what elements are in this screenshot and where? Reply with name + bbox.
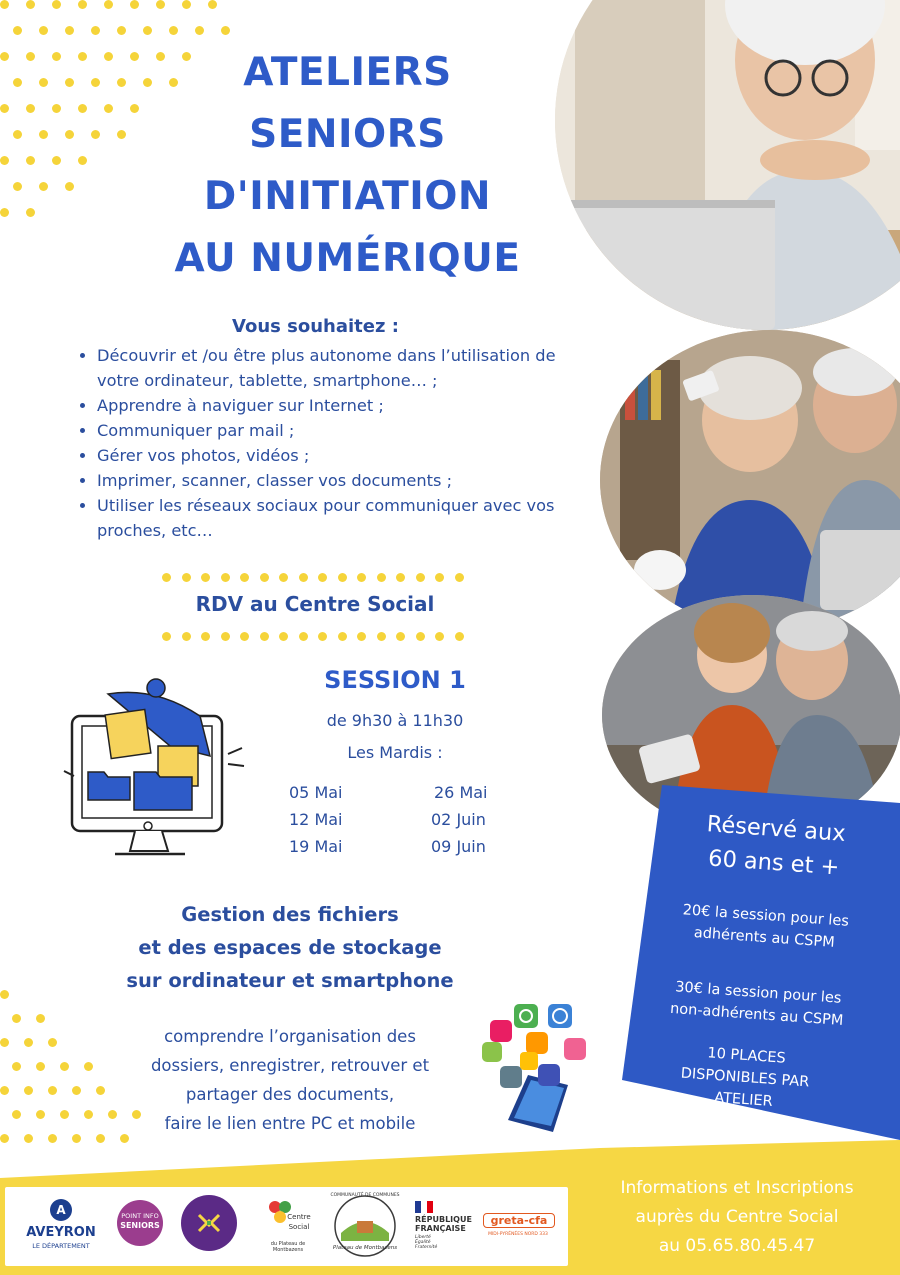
decorative-dot	[0, 52, 9, 61]
decorative-dot	[36, 1062, 45, 1071]
session-title: SESSION 1	[324, 666, 466, 694]
reserved-line-1: Réservé aux	[705, 811, 847, 847]
page-title	[120, 42, 575, 290]
aveyron-logo	[15, 1197, 105, 1257]
divider-dot	[279, 573, 288, 582]
list-item: • Découvrir et /ou être plus autonome dans l’utilisation de votre ordinateur, tablette, smartphone… ;	[97, 343, 597, 393]
decorative-dot	[0, 208, 9, 217]
aveyron-subtitle: LE DÉPARTEMENT	[32, 1242, 90, 1250]
pis-line-1: POINT INFO	[121, 1212, 159, 1220]
decorative-dot	[26, 52, 35, 61]
rf-line-2: FRANÇAISE	[415, 1224, 466, 1233]
intro-list	[72, 343, 597, 543]
description-line: comprendre l’organisation des	[164, 1027, 416, 1046]
decorative-dot	[104, 52, 113, 61]
comcom-line-1: COMMUNAUTÉ DE COMMUNES	[330, 1193, 400, 1198]
greta-subtitle: MIDI-PYRÉNÉES NORD 333	[488, 1232, 548, 1237]
decorative-dot	[24, 1038, 33, 1047]
camera-app-icon	[490, 1020, 512, 1042]
decorative-dot	[36, 1110, 45, 1119]
decorative-dot	[195, 26, 204, 35]
contact-line-2: auprès du Centre Social	[635, 1207, 839, 1227]
decorative-dot	[48, 1086, 57, 1095]
decorative-dot	[65, 182, 74, 191]
rdv-location: RDV au Centre Social	[195, 592, 435, 616]
divider-dot	[162, 632, 171, 641]
divider-dot	[240, 632, 249, 641]
photo-senior-woman-laptop	[555, 0, 900, 330]
divider-dot	[455, 632, 464, 641]
description-line: dossiers, enregistrer, retrouver et	[150, 1056, 430, 1075]
decorative-dot	[39, 130, 48, 139]
decorative-dot	[0, 104, 9, 113]
title-line-3: D'INITIATION	[203, 174, 492, 219]
places-line: ATELIER	[713, 1089, 774, 1110]
decorative-dot	[12, 1062, 21, 1071]
divider-dot	[396, 573, 405, 582]
decorative-dot	[84, 1110, 93, 1119]
decorative-dot	[91, 78, 100, 87]
centre-social-logo	[257, 1199, 319, 1259]
price-line: non-adhérents au CSPM	[669, 1000, 844, 1030]
dotted-divider-top	[162, 573, 472, 583]
divider-dot	[338, 632, 347, 641]
divider-dot	[182, 573, 191, 582]
photo-senior-couple-card	[600, 330, 900, 630]
decorative-dot	[26, 208, 35, 217]
decorative-dot	[91, 26, 100, 35]
aveyron-name: AVEYRON	[26, 1225, 96, 1240]
divider-dot	[416, 573, 425, 582]
divider-dot	[435, 632, 444, 641]
decorative-dot	[78, 0, 87, 9]
places-available	[648, 1038, 842, 1117]
session-date: 12 Mai	[289, 810, 343, 829]
decorative-dot	[48, 1038, 57, 1047]
comcom-line-2: Plateau de Montbazens	[332, 1245, 398, 1251]
decorative-dot	[13, 182, 22, 191]
decorative-dot	[0, 990, 9, 999]
divider-dot	[318, 573, 327, 582]
decorative-dot	[0, 0, 9, 9]
price-line: adhérents au CSPM	[693, 925, 836, 951]
divider-dot	[338, 573, 347, 582]
topic-line: et des espaces de stockage	[138, 936, 442, 959]
decorative-dot	[13, 78, 22, 87]
gamepad-app-icon	[564, 1038, 586, 1060]
rf-line-1: RÉPUBLIQUE	[415, 1215, 472, 1224]
session-date: 05 Mai	[289, 783, 343, 802]
decorative-dot	[65, 26, 74, 35]
cs-line-1: Centre	[287, 1213, 311, 1221]
decorative-dot	[52, 104, 61, 113]
divider-dot	[318, 632, 327, 641]
decorative-dot	[39, 182, 48, 191]
title-line-4: AU NUMÉRIQUE	[174, 236, 521, 281]
decorative-dot	[12, 1014, 21, 1023]
decorative-dot	[36, 1014, 45, 1023]
decorative-dot	[0, 1038, 9, 1047]
dotted-divider-bottom	[162, 632, 472, 642]
decorative-dot	[26, 104, 35, 113]
session-date: 09 Juin	[431, 837, 486, 856]
decorative-dot	[52, 52, 61, 61]
divider-dot	[201, 632, 210, 641]
list-item: • Communiquer par mail ;	[97, 418, 597, 443]
footer-contact-info	[582, 1174, 892, 1261]
description-line: partager des documents,	[185, 1085, 395, 1104]
reserved-line-2: 60 ans et +	[707, 845, 841, 881]
session-days-label: Les Mardis :	[347, 743, 443, 762]
description-line: faire le lien entre PC et mobile	[164, 1114, 416, 1133]
gear-app-icon	[482, 1042, 502, 1062]
decorative-dot	[60, 1110, 69, 1119]
decorative-dot	[143, 26, 152, 35]
mail-app-icon	[500, 1066, 522, 1088]
places-line: DISPONIBLES PAR	[680, 1065, 810, 1091]
decorative-dot	[96, 1086, 105, 1095]
aveyron-emblem-icon: A	[50, 1199, 72, 1221]
decorative-dot	[0, 156, 9, 165]
republique-francaise-logo	[415, 1201, 475, 1257]
divider-dot	[221, 632, 230, 641]
decorative-dot	[221, 26, 230, 35]
decorative-dot	[78, 52, 87, 61]
communaute-communes-logo	[327, 1191, 403, 1261]
globe-app-icon	[548, 1004, 572, 1028]
decorative-dot	[104, 104, 113, 113]
title-line-1: ATELIERS	[243, 50, 452, 95]
computer-files-illustration	[60, 676, 250, 866]
price-line: 20€ la session pour les	[682, 902, 850, 930]
decorative-dot	[13, 130, 22, 139]
workshop-topic	[70, 898, 510, 997]
divider-dot	[377, 573, 386, 582]
price-line: 30€ la session pour les	[674, 979, 842, 1007]
divider-dot	[279, 632, 288, 641]
divider-dot	[260, 632, 269, 641]
session-date: 19 Mai	[289, 837, 343, 856]
decorative-dot	[78, 104, 87, 113]
greta-name: greta-cfa	[483, 1213, 555, 1228]
contact-line-1: Informations et Inscriptions	[620, 1178, 854, 1198]
decorative-dot	[84, 1062, 93, 1071]
divider-dot	[357, 573, 366, 582]
divider-dot	[299, 632, 308, 641]
decorative-dot	[60, 1062, 69, 1071]
smartphone-apps-illustration	[478, 1000, 598, 1135]
decorative-dot	[65, 130, 74, 139]
decorative-dot	[169, 26, 178, 35]
divider-dot	[162, 573, 171, 582]
decorative-dot	[130, 0, 139, 9]
divider-dot	[455, 573, 464, 582]
divider-dot	[201, 573, 210, 582]
decorative-dot	[52, 156, 61, 165]
decorative-dot	[91, 130, 100, 139]
greta-cfa-logo	[483, 1213, 559, 1243]
session-date: 02 Juin	[431, 810, 486, 829]
cart-app-icon	[526, 1032, 548, 1054]
decorative-dot	[26, 156, 35, 165]
session-date: 26 Mai	[434, 783, 488, 802]
decorative-dot	[208, 0, 217, 9]
decorative-dot	[52, 0, 61, 9]
contact-line-3: au 05.65.80.45.47	[658, 1236, 816, 1256]
divider-dot	[377, 632, 386, 641]
decorative-dot	[12, 1110, 21, 1119]
decorative-dot	[65, 78, 74, 87]
cs-line-2: Social	[288, 1223, 310, 1231]
decorative-dot	[24, 1086, 33, 1095]
conference-financeurs-logo	[181, 1195, 237, 1251]
decorative-dot	[117, 26, 126, 35]
divider-dot	[221, 573, 230, 582]
list-item: • Apprendre à naviguer sur Internet ;	[97, 393, 597, 418]
decorative-dot	[72, 1086, 81, 1095]
list-item: • Imprimer, scanner, classer vos documents ;	[97, 468, 597, 493]
decorative-dot	[39, 26, 48, 35]
decorative-dot	[13, 26, 22, 35]
divider-dot	[396, 632, 405, 641]
list-item: • Utiliser les réseaux sociaux pour communiquer avec vos proches, etc…	[97, 493, 597, 543]
decorative-dot	[0, 1086, 9, 1095]
title-line-2: SENIORS	[249, 112, 446, 157]
decorative-dot	[104, 0, 113, 9]
session-time: de 9h30 à 11h30	[326, 711, 464, 730]
partner-logos-panel	[5, 1187, 568, 1266]
divider-dot	[357, 632, 366, 641]
decorative-dot	[78, 156, 87, 165]
divider-dot	[416, 632, 425, 641]
list-item: • Gérer vos photos, vidéos ;	[97, 443, 597, 468]
divider-dot	[182, 632, 191, 641]
rf-motto: Liberté Égalité Fraternité	[415, 1235, 438, 1250]
places-line: 10 PLACES	[706, 1045, 787, 1067]
divider-dot	[240, 573, 249, 582]
divider-dot	[299, 573, 308, 582]
point-info-seniors-logo	[117, 1200, 163, 1246]
decorative-dot	[26, 0, 35, 9]
cs-line-3: du Plateau de Montbazens	[270, 1241, 306, 1253]
workshop-description	[110, 1022, 470, 1138]
intro-heading: Vous souhaitez :	[232, 316, 399, 337]
phone-app-icon	[514, 1004, 538, 1028]
book-app-icon	[538, 1064, 560, 1086]
topic-line: sur ordinateur et smartphone	[126, 969, 454, 992]
divider-dot	[260, 573, 269, 582]
decorative-dot	[182, 0, 191, 9]
divider-dot	[435, 573, 444, 582]
topic-line: Gestion des fichiers	[181, 903, 399, 926]
decorative-dot	[156, 0, 165, 9]
decorative-dot	[39, 78, 48, 87]
pis-line-2: SENIORS	[120, 1221, 160, 1230]
